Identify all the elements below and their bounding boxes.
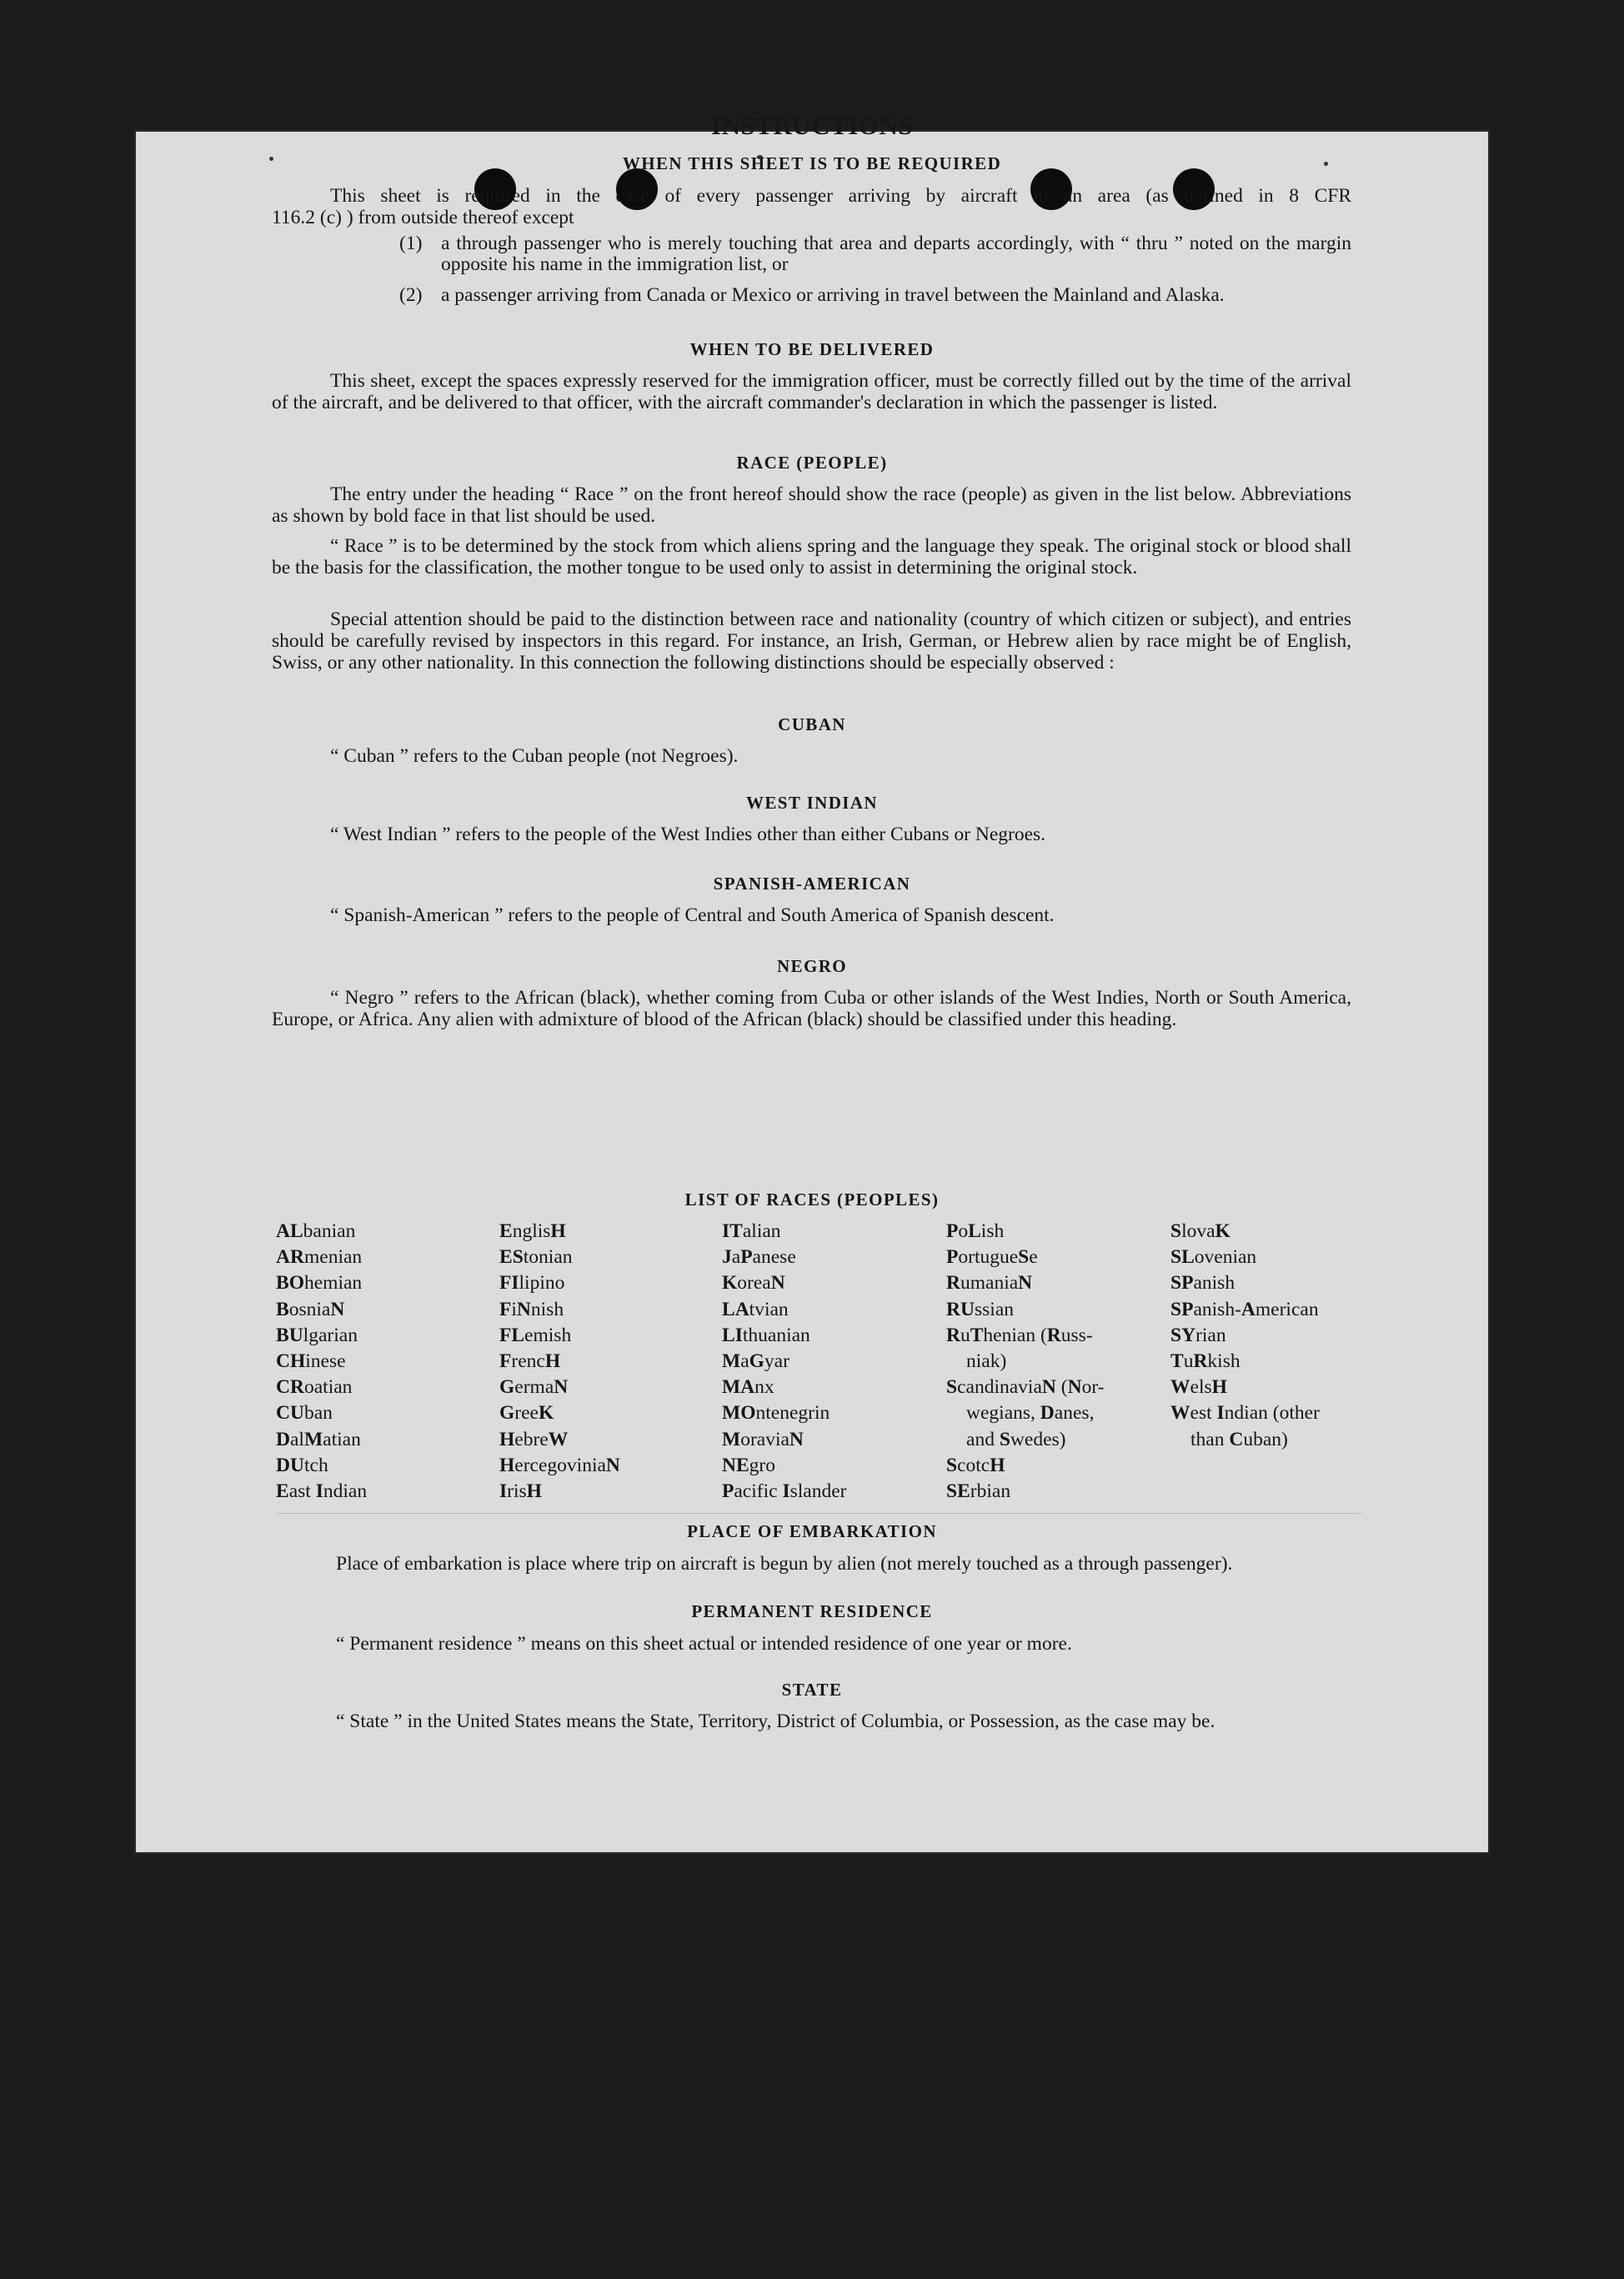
- race-entry: SPanish: [1170, 1272, 1236, 1295]
- race-entry: CRoatian: [276, 1376, 353, 1399]
- race-paragraph-2: [272, 535, 1351, 579]
- race-entry: ITalian: [722, 1220, 781, 1242]
- race-entry: LIthuanian: [722, 1324, 810, 1346]
- cuban-text: [272, 745, 1351, 767]
- race-entry: FiNnish: [499, 1298, 564, 1320]
- races-column-5: [1170, 1219, 1320, 1453]
- race-entry: BOhemian: [276, 1272, 363, 1295]
- race-entry: ScandinaviaN (Nor-: [946, 1376, 1105, 1399]
- race-entry: SPanish-American: [1170, 1298, 1319, 1320]
- intro-line-1: This sheet is required in the case of every passenger arriving by aircraft in an area (as defined in 8 CFR: [330, 185, 1351, 207]
- divider: [278, 1513, 1361, 1514]
- race-entry: MOntenegrin: [722, 1402, 830, 1425]
- race-entry: DalMatian: [276, 1428, 361, 1450]
- race-entry: and Swedes): [966, 1428, 1066, 1450]
- heading-cuban: CUBAN: [778, 714, 846, 734]
- heading-negro: NEGRO: [776, 956, 847, 976]
- race-entry: than Cuban): [1190, 1428, 1288, 1450]
- race-entry: HercegoviniaN: [499, 1454, 620, 1476]
- embarkation-text: [278, 1553, 1361, 1575]
- race-entry: EnglisH: [499, 1220, 566, 1242]
- race-entry: RUssian: [946, 1298, 1014, 1320]
- race-entry: GermaN: [499, 1376, 569, 1399]
- race-entry: HebreW: [499, 1428, 569, 1450]
- race-entry: SlovaK: [1170, 1220, 1231, 1242]
- race-entry: SLovenian: [1170, 1246, 1257, 1269]
- intro-line-2: 116.2 (c) ) from outside thereof except: [272, 207, 574, 228]
- race-entry: TuRkish: [1170, 1350, 1241, 1373]
- race-entry: KoreaN: [722, 1272, 785, 1295]
- race-entry: MaGyar: [722, 1350, 789, 1373]
- exception-item-1: [399, 233, 1351, 279]
- heading-west-indian: WEST INDIAN: [746, 793, 878, 813]
- paragraph-text: This sheet, except the spaces expressly reserved for the immigration officer, must be correctly filled out by the time of the arrival of the aircraft, and be delivered to that officer, with the aircraft commander's declaration in which the passenger is listed.: [272, 370, 1351, 413]
- races-column-2: [499, 1219, 620, 1505]
- paragraph-text: “ Cuban ” refers to the Cuban people (not Negroes).: [330, 745, 739, 767]
- race-entry: Pacific Islander: [722, 1480, 847, 1503]
- race-entry: FLemish: [499, 1324, 572, 1346]
- race-entry: wegians, Danes,: [966, 1402, 1095, 1425]
- race-entry: FrencH: [499, 1350, 561, 1373]
- item-text: a through passenger who is merely touching that area and departs accordingly, with “ thru ” noted on the margin opposite his name in the immigration list, or: [441, 233, 1351, 275]
- heading-list-of-races: LIST OF RACES (PEOPLES): [684, 1190, 940, 1210]
- race-entry: PoLish: [946, 1220, 1005, 1242]
- race-entry: BUlgarian: [276, 1324, 358, 1346]
- paragraph-text: “ State ” in the United States means the State, Territory, District of Columbia, or Possession, as the case may be.: [336, 1711, 1215, 1732]
- races-column-3: [722, 1219, 846, 1505]
- race-entry: BosniaN: [276, 1298, 345, 1320]
- race-entry: DUtch: [276, 1454, 328, 1476]
- race-entry: East Indian: [276, 1480, 368, 1503]
- when-delivered-text: [272, 370, 1351, 413]
- race-entry: LAtvian: [722, 1298, 789, 1320]
- race-entry: RuThenian (Russ-: [946, 1324, 1093, 1346]
- paragraph-text: “ West Indian ” refers to the people of the West Indies other than either Cubans or Negroes.: [330, 824, 1046, 845]
- race-entry: NEgro: [722, 1454, 775, 1476]
- race-entry: JaPanese: [722, 1246, 796, 1269]
- heading-state: STATE: [781, 1680, 843, 1700]
- race-entry: ALbanian: [276, 1220, 356, 1242]
- item-number: (1): [399, 233, 423, 254]
- heading-permanent-residence: PERMANENT RESIDENCE: [691, 1601, 933, 1621]
- spanish-american-text: [272, 904, 1351, 926]
- item-text: a passenger arriving from Canada or Mexico or arriving in travel between the Mainland and Alaska.: [441, 284, 1225, 306]
- residence-text: [278, 1633, 1361, 1655]
- item-number: (2): [399, 284, 423, 306]
- negro-text: [272, 987, 1351, 1030]
- heading-embarkation: PLACE OF EMBARKATION: [687, 1521, 937, 1541]
- when-required-intro: [272, 185, 1351, 228]
- race-entry: ScotcH: [946, 1454, 1005, 1476]
- race-entry: GreeK: [499, 1402, 554, 1425]
- heading-spanish-american: SPANISH-AMERICAN: [713, 874, 911, 894]
- paragraph-text: Special attention should be paid to the distinction between race and nationality (country of which citizen or subject), and entries should be carefully revised by inspectors in this regard. For instance, an Irish, German, or Hebrew alien by race might be of English, Swiss, or any other nationality. In this connection the following distinctions should be especially observed :: [272, 609, 1351, 674]
- race-entry: EStonian: [499, 1246, 573, 1269]
- race-entry: ARmenian: [276, 1246, 363, 1269]
- paragraph-text: “ Race ” is to be determined by the stock from which aliens spring and the language they speak. The original stock or blood shall be the basis for the classification, the mother tongue to be used only to assist in determining the original stock.: [272, 535, 1351, 579]
- paragraph-text: “ Negro ” refers to the African (black), whether coming from Cuba or other islands of the West Indies, North or South America, Europe, or Africa. Any alien with admixture of blood of the African (black) should be classified under this heading.: [272, 987, 1351, 1030]
- paragraph-text: The entry under the heading “ Race ” on the front hereof should show the race (people) as given in the list below. Abbreviations as shown by bold face in that list should be used.: [272, 483, 1351, 527]
- race-entry: SYrian: [1170, 1324, 1226, 1346]
- race-entry: SErbian: [946, 1480, 1011, 1503]
- race-entry: PortugueSe: [946, 1246, 1038, 1269]
- heading-when-delivered: WHEN TO BE DELIVERED: [689, 339, 935, 359]
- race-entry: RumaniaN: [946, 1272, 1033, 1295]
- race-entry: West Indian (other: [1170, 1402, 1320, 1425]
- race-paragraph-3: [272, 609, 1351, 674]
- paragraph-text: “ Spanish-American ” refers to the people of Central and South America of Spanish descent.: [330, 904, 1055, 926]
- heading-race: RACE (PEOPLE): [736, 453, 888, 473]
- heading-when-required: WHEN THIS SHEET IS TO BE REQUIRED: [622, 153, 1002, 173]
- race-entry: MAnx: [722, 1376, 774, 1399]
- races-table: [136, 1219, 1488, 1510]
- races-column-4: [946, 1219, 1105, 1505]
- paragraph-text: Place of embarkation is place where trip on aircraft is begun by alien (not merely touched as a through passenger).: [336, 1553, 1233, 1575]
- race-entry: MoraviaN: [722, 1428, 804, 1450]
- race-entry: CHinese: [276, 1350, 346, 1373]
- paragraph-text: “ Permanent residence ” means on this sheet actual or intended residence of one year or more.: [336, 1633, 1072, 1655]
- race-entry: WelsH: [1170, 1376, 1227, 1399]
- race-paragraph-1: [272, 483, 1351, 527]
- race-entry: FIlipino: [499, 1272, 565, 1295]
- state-text: [278, 1711, 1361, 1732]
- races-column-1: [276, 1219, 367, 1505]
- race-entry: IrisH: [499, 1480, 542, 1503]
- west-indian-text: [272, 824, 1351, 845]
- document-title: INSTRUCTIONS: [710, 111, 913, 140]
- exception-item-2: [399, 285, 1351, 331]
- race-entry: CUban: [276, 1402, 333, 1425]
- race-entry: niak): [966, 1350, 1007, 1373]
